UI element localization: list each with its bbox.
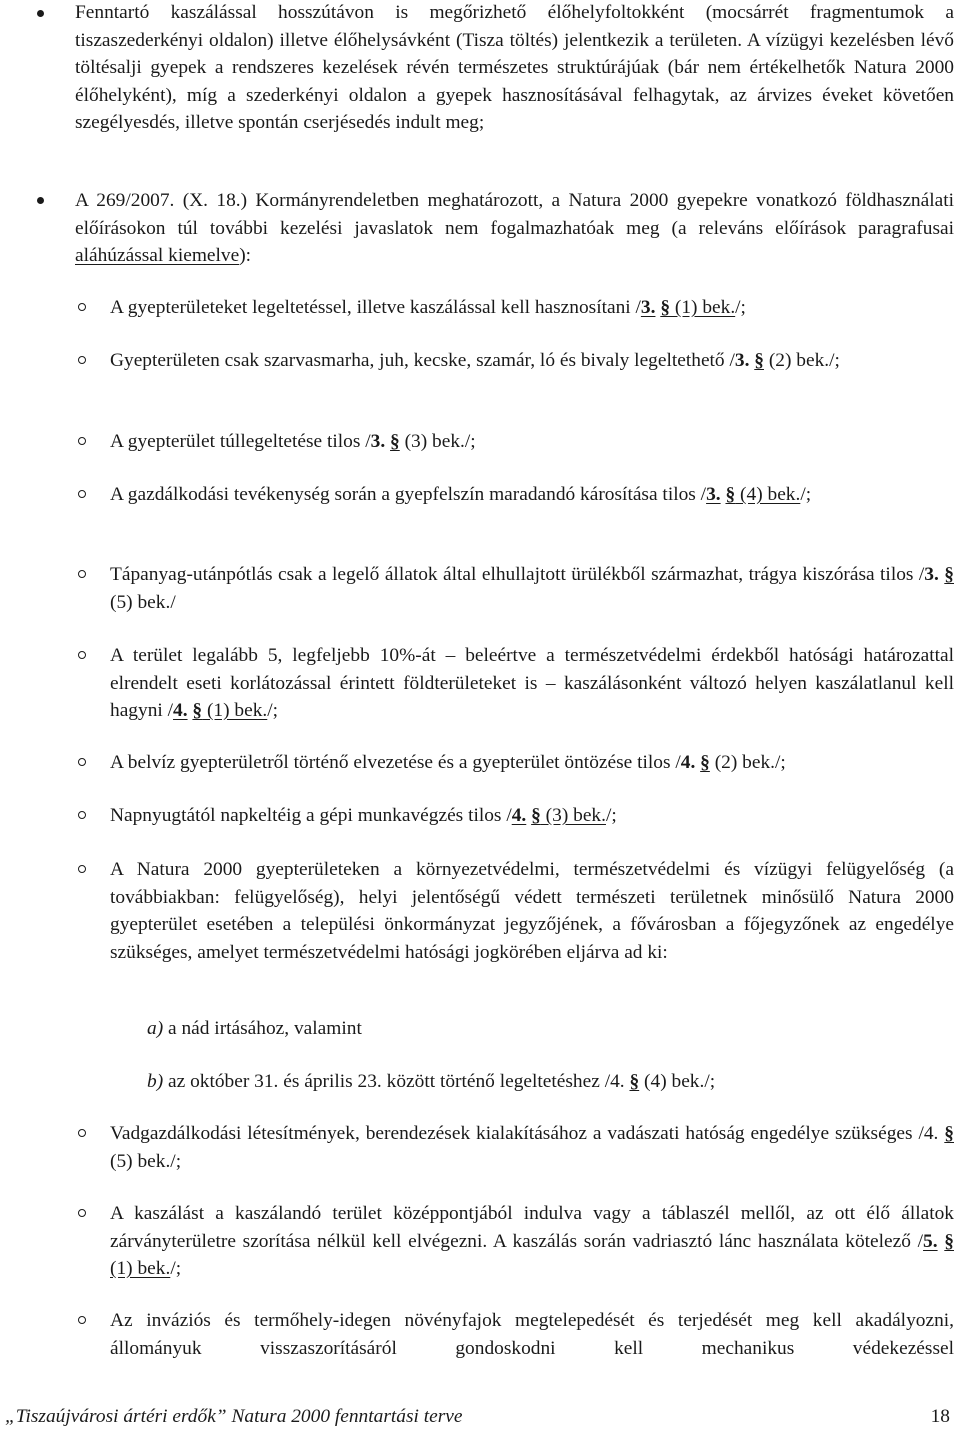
- list-marker: [78, 490, 86, 498]
- list-item: A kaszálást a kaszálandó terület középpontjából indulva vagy a táblaszél mellől, az ott élő állatok zárványterületre szorítása nélkül kell elvégezni. A kaszálás során vadriasztó lánc használata kötelező /5. § (1) bek./;: [110, 1203, 954, 1279]
- bullet-dot: [37, 10, 44, 17]
- footer-title: „Tiszaújvárosi ártéri erdők” Natura 2000 fenntartási terve: [5, 1406, 463, 1427]
- list-item: A belvíz gyepterületről történő elvezetése és a gyepterület öntözése tilos /4. § (2) bek./;: [110, 752, 786, 773]
- page-number: 18: [930, 1406, 950, 1427]
- list-marker: [78, 437, 86, 445]
- sub-item-b: b) az október 31. és április 23. között történő legeltetéshez /4. § (4) bek./;: [147, 1071, 716, 1092]
- list-marker: [78, 1209, 86, 1217]
- list-marker: [78, 1316, 86, 1324]
- list-item: Tápanyag-utánpótlás csak a legelő állatok által elhullajtott ürülékből származhat, trágya kiszórása tilos /3. § (5) bek./: [110, 564, 954, 613]
- list-marker: [78, 758, 86, 766]
- list-item: A gyepterület túllegeltetése tilos /3. § (3) bek./;: [110, 431, 476, 452]
- list-marker: [78, 303, 86, 311]
- list-item: A gyepterületeket legeltetéssel, illetve kaszálással kell hasznosítani /3. § (1) bek./;: [110, 297, 746, 318]
- page-footer: [5, 1403, 955, 1431]
- list-item: Gyepterületen csak szarvasmarha, juh, kecske, szamár, ló és bivaly legeltethető /3. § (2) bek./;: [110, 350, 840, 371]
- paragraph-habitat-description: Fenntartó kaszálással hosszútávon is megőrizhető élőhelyfoltokként (mocsárrét fragmentumok a tiszaszederkényi oldalon) illetve élőhelysávként (Tisza töltés) jelentkezik a területen. A vízügyi kezelésben lévő töltésalji gyepek a rendszeres kezelések révén természetes struktúrájúak (bár nem értékelhetők Natura 2000 élőhelyként), míg a szederkényi oldalon a gyepek hasznosításával felhagytak, az árvizes éveket követően szegélyesdés, illetve spontán cserjésedés indult meg;: [75, 2, 954, 133]
- list-marker: [78, 811, 86, 819]
- bullet-dot: [37, 197, 44, 204]
- list-marker: [78, 865, 86, 873]
- list-item: A gazdálkodási tevékenység során a gyepfelszín maradandó károsítása tilos /3. § (4) bek./;: [110, 484, 812, 505]
- list-item: Vadgazdálkodási létesítmények, berendezések kialakításához a vadászati hatóság engedélye szükséges /4. § (5) bek./;: [110, 1123, 954, 1172]
- paragraph-regulation-intro: A 269/2007. (X. 18.) Kormányrendeletben meghatározott, a Natura 2000 gyepekre vonatkozó földhasználati előírásokon túl további kezelési javaslatok nem fogalmazhatóak meg (a releváns előírások paragrafusai aláhúzással kiemelve):: [75, 190, 954, 266]
- list-marker: [78, 1129, 86, 1137]
- list-marker: [78, 651, 86, 659]
- underlined-phrase: aláhúzással kiemelve: [75, 245, 240, 266]
- list-marker: [78, 570, 86, 578]
- list-marker: [78, 356, 86, 364]
- list-item: A Natura 2000 gyepterületeken a környezetvédelmi, természetvédelmi és vízügyi felügyelőség (a továbbiakban: felügyelőség), helyi jelentőségű védett természeti területnek minősülő Natura 2000 gyepterület esetében a települési önkormányzat jegyzőjének, a fővárosban a főjegyzőnek az engedélye szükséges, amelyet természetvédelmi hatósági jogkörében eljárva ad ki:: [110, 859, 954, 963]
- list-item: A terület legalább 5, legfeljebb 10%-át – beleértve a természetvédelmi érdekből hatósági határozattal elrendelt eseti korlátozással érintett földterületeket is – kaszálásonként változó helyen kaszálatlanul kell hagyni /4. § (1) bek./;: [110, 645, 954, 721]
- list-item: Napnyugtától napkeltéig a gépi munkavégzés tilos /4. § (3) bek./;: [110, 805, 617, 826]
- list-item: Az inváziós és termőhely-idegen növényfajok megtelepedését és terjedését meg kell akadályozni, állományuk visszaszorításáról gondoskodni kell mechanikus védekezéssel: [110, 1310, 954, 1359]
- sub-item-a: a) a nád irtásához, valamint: [147, 1018, 362, 1039]
